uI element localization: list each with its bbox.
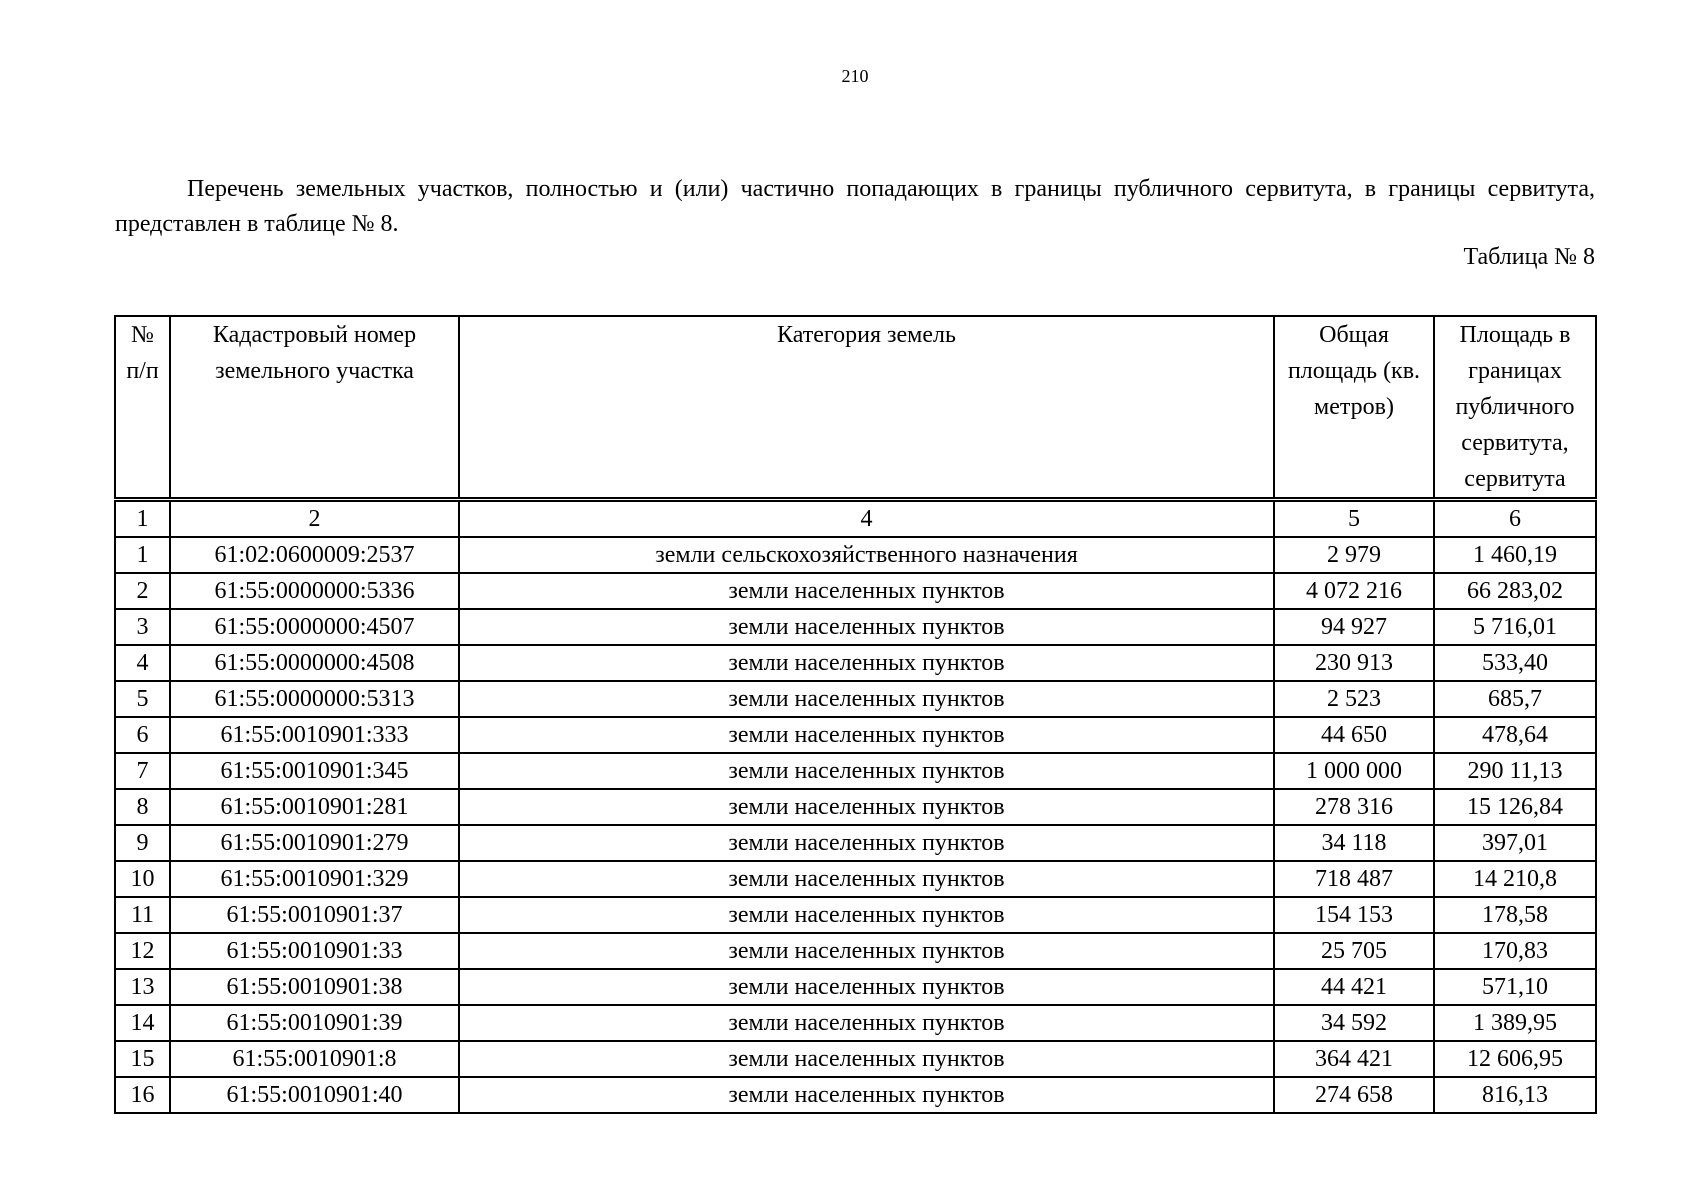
cell-cadastral-number: 61:55:0010901:40 — [170, 1077, 459, 1113]
cell-land-category: земли населенных пунктов — [459, 645, 1274, 681]
cell-servitude-area: 478,64 — [1434, 717, 1596, 753]
table-row — [115, 1005, 1596, 1041]
table-row — [115, 681, 1596, 717]
cell-servitude-area: 1 389,95 — [1434, 1005, 1596, 1041]
cell-servitude-area: 170,83 — [1434, 933, 1596, 969]
cell-servitude-area: 14 210,8 — [1434, 861, 1596, 897]
cell-land-category: земли населенных пунктов — [459, 573, 1274, 609]
table-row — [115, 1077, 1596, 1113]
table-row — [115, 861, 1596, 897]
intro-paragraph: Перечень земельных участков, полностью и (или) частично попадающих в границы публичного сервитута, в границы сервитута, представлен в таблице № 8. — [115, 176, 1595, 237]
page-number: 210 — [841, 66, 869, 86]
land-parcels-table — [114, 315, 1597, 1114]
cell-row-number: 13 — [115, 969, 170, 1005]
cell-land-category: земли населенных пунктов — [459, 753, 1274, 789]
column-number: 5 — [1274, 500, 1434, 538]
cell-cadastral-number: 61:55:0010901:37 — [170, 897, 459, 933]
cell-cadastral-number: 61:55:0000000:4508 — [170, 645, 459, 681]
cell-total-area: 44 421 — [1274, 969, 1434, 1005]
cell-servitude-area: 685,7 — [1434, 681, 1596, 717]
cell-land-category: земли населенных пунктов — [459, 609, 1274, 645]
cell-row-number: 2 — [115, 573, 170, 609]
cell-land-category: земли населенных пунктов — [459, 933, 1274, 969]
cell-total-area: 154 153 — [1274, 897, 1434, 933]
cell-land-category: земли населенных пунктов — [459, 897, 1274, 933]
column-number: 2 — [170, 500, 459, 538]
column-number: 4 — [459, 500, 1274, 538]
header-cadastral-number: Кадастровый номер земельного участка — [170, 316, 459, 500]
table-row — [115, 645, 1596, 681]
cell-cadastral-number: 61:55:0010901:8 — [170, 1041, 459, 1077]
table-row — [115, 789, 1596, 825]
cell-row-number: 4 — [115, 645, 170, 681]
cell-total-area: 230 913 — [1274, 645, 1434, 681]
cell-servitude-area: 397,01 — [1434, 825, 1596, 861]
cell-servitude-area: 1 460,19 — [1434, 537, 1596, 573]
cell-servitude-area: 66 283,02 — [1434, 573, 1596, 609]
cell-cadastral-number: 61:55:0010901:329 — [170, 861, 459, 897]
table-header-row — [115, 316, 1596, 500]
cell-cadastral-number: 61:55:0000000:4507 — [170, 609, 459, 645]
cell-land-category: земли населенных пунктов — [459, 681, 1274, 717]
cell-land-category: земли населенных пунктов — [459, 1005, 1274, 1041]
column-number: 6 — [1434, 500, 1596, 538]
cell-land-category: земли населенных пунктов — [459, 789, 1274, 825]
cell-total-area: 4 072 216 — [1274, 573, 1434, 609]
cell-total-area: 2 523 — [1274, 681, 1434, 717]
header-total-area: Общая площадь (кв. метров) — [1274, 316, 1434, 500]
cell-cadastral-number: 61:55:0010901:345 — [170, 753, 459, 789]
cell-total-area: 1 000 000 — [1274, 753, 1434, 789]
cell-row-number: 16 — [115, 1077, 170, 1113]
cell-total-area: 94 927 — [1274, 609, 1434, 645]
table-row — [115, 969, 1596, 1005]
cell-row-number: 9 — [115, 825, 170, 861]
column-number-row — [115, 500, 1596, 538]
cell-total-area: 34 118 — [1274, 825, 1434, 861]
cell-total-area: 2 979 — [1274, 537, 1434, 573]
table-row — [115, 897, 1596, 933]
table-row — [115, 573, 1596, 609]
cell-total-area: 44 650 — [1274, 717, 1434, 753]
cell-land-category: земли населенных пунктов — [459, 969, 1274, 1005]
cell-row-number: 15 — [115, 1041, 170, 1077]
table-row — [115, 825, 1596, 861]
header-land-category: Категория земель — [459, 316, 1274, 500]
cell-servitude-area: 178,58 — [1434, 897, 1596, 933]
cell-land-category: земли сельскохозяйственного назначения — [459, 537, 1274, 573]
table-row — [115, 933, 1596, 969]
cell-land-category: земли населенных пунктов — [459, 825, 1274, 861]
cell-cadastral-number: 61:55:0010901:281 — [170, 789, 459, 825]
cell-cadastral-number: 61:55:0000000:5313 — [170, 681, 459, 717]
cell-row-number: 3 — [115, 609, 170, 645]
header-servitude-area: Площадь в границах публичного сервитута, сервитута — [1434, 316, 1596, 500]
table-caption: Таблица № 8 — [1463, 244, 1595, 270]
table-row — [115, 717, 1596, 753]
cell-total-area: 364 421 — [1274, 1041, 1434, 1077]
cell-cadastral-number: 61:55:0010901:279 — [170, 825, 459, 861]
cell-row-number: 7 — [115, 753, 170, 789]
cell-total-area: 25 705 — [1274, 933, 1434, 969]
cell-total-area: 34 592 — [1274, 1005, 1434, 1041]
cell-land-category: земли населенных пунктов — [459, 1041, 1274, 1077]
cell-row-number: 10 — [115, 861, 170, 897]
cell-total-area: 278 316 — [1274, 789, 1434, 825]
table-row — [115, 609, 1596, 645]
cell-servitude-area: 533,40 — [1434, 645, 1596, 681]
cell-cadastral-number: 61:55:0010901:39 — [170, 1005, 459, 1041]
cell-row-number: 8 — [115, 789, 170, 825]
cell-cadastral-number: 61:55:0000000:5336 — [170, 573, 459, 609]
cell-servitude-area: 571,10 — [1434, 969, 1596, 1005]
cell-total-area: 718 487 — [1274, 861, 1434, 897]
header-row-number: № п/п — [115, 316, 170, 500]
cell-row-number: 5 — [115, 681, 170, 717]
table-row — [115, 753, 1596, 789]
cell-servitude-area: 816,13 — [1434, 1077, 1596, 1113]
cell-row-number: 1 — [115, 537, 170, 573]
cell-row-number: 6 — [115, 717, 170, 753]
cell-servitude-area: 5 716,01 — [1434, 609, 1596, 645]
cell-cadastral-number: 61:55:0010901:33 — [170, 933, 459, 969]
cell-servitude-area: 290 11,13 — [1434, 753, 1596, 789]
cell-cadastral-number: 61:55:0010901:38 — [170, 969, 459, 1005]
cell-cadastral-number: 61:55:0010901:333 — [170, 717, 459, 753]
cell-land-category: земли населенных пунктов — [459, 861, 1274, 897]
column-number: 1 — [115, 500, 170, 538]
cell-cadastral-number: 61:02:0600009:2537 — [170, 537, 459, 573]
table-row — [115, 1041, 1596, 1077]
cell-row-number: 14 — [115, 1005, 170, 1041]
table-row — [115, 537, 1596, 573]
cell-servitude-area: 12 606,95 — [1434, 1041, 1596, 1077]
cell-total-area: 274 658 — [1274, 1077, 1434, 1113]
cell-land-category: земли населенных пунктов — [459, 1077, 1274, 1113]
cell-servitude-area: 15 126,84 — [1434, 789, 1596, 825]
cell-row-number: 11 — [115, 897, 170, 933]
cell-land-category: земли населенных пунктов — [459, 717, 1274, 753]
cell-row-number: 12 — [115, 933, 170, 969]
